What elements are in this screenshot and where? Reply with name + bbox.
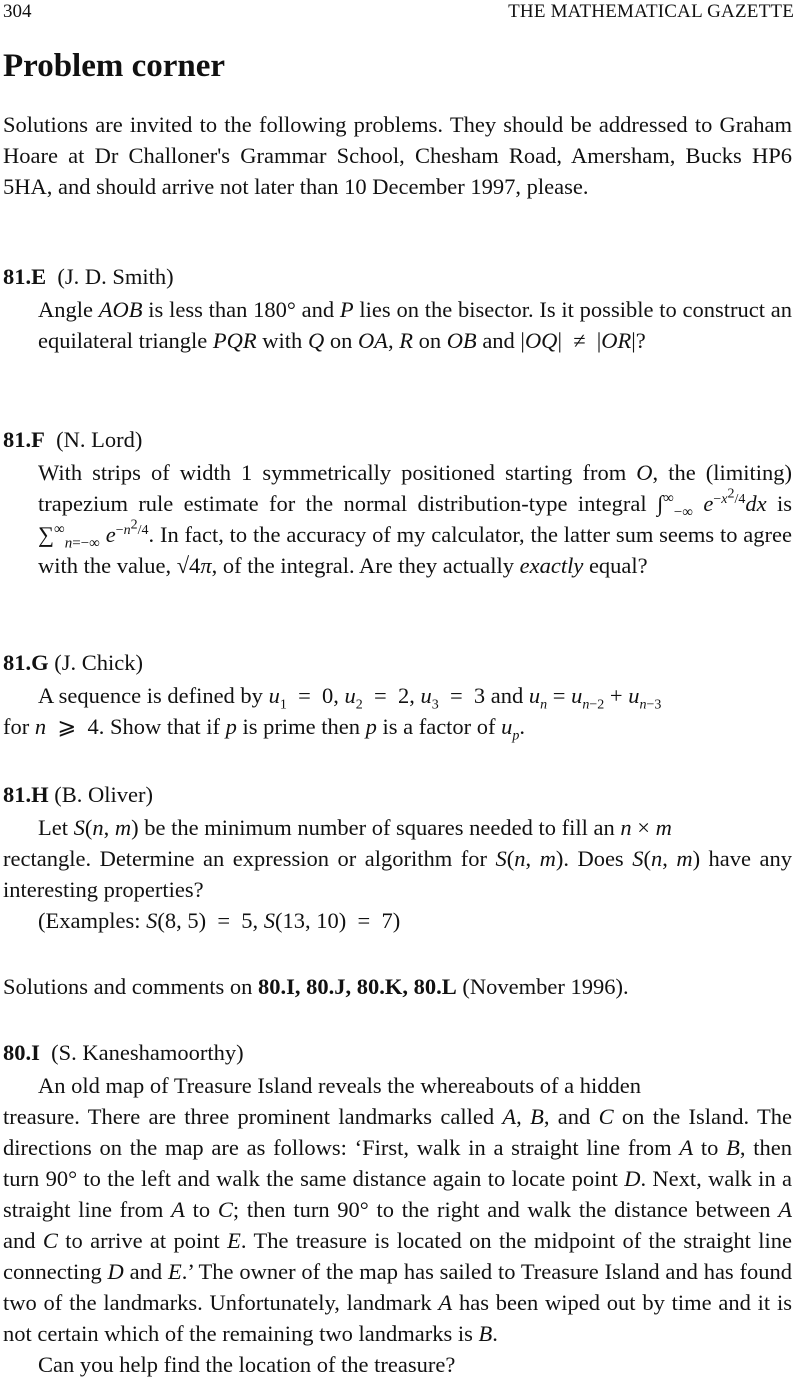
- running-header: [3, 0, 794, 26]
- solution-80i-question: Can you help find the location of the treasure?: [38, 1352, 456, 1377]
- problem-81f-text: With strips of width 1 symmetrically positioned starting from O, the (limiting) trapezium rule estimate for the normal distribution-type integral $\int^\infty_{-\infty}$ $e^{-x^2/4}dx$ is $\sum^\infty_{n=-\infty}$ $e^{-n^2/4}$. In fact, to the accuracy of my calculator, the latter sum seems to agree with the value, √4π, of the integral. Are they actually exactly equal?: [38, 460, 793, 578]
- problem-author: (B. Oliver): [54, 782, 153, 807]
- solutions-intro: [3, 971, 792, 1002]
- problem-81g-text: A sequence is defined by $u_1 = 0$, $u_2 = 2$, $u_3 = 3$ and $u_n = u_{n-2} + u_{n-3}$: [38, 683, 662, 713]
- solution-author: (S. Kaneshamoorthy): [51, 1040, 244, 1065]
- problem-heading-81e: [3, 261, 174, 292]
- journal-title: THE MATHEMATICAL GAZETTE: [508, 1, 794, 22]
- problem-number: 81.E: [3, 264, 47, 289]
- problem-81e-text: Angle AOB is less than 180° and P lies on the bisector. Is it possible to construct an equilateral triangle PQR with Q on OA, R on OB and |OQ| ≠ |OR|?: [38, 297, 792, 353]
- problem-81h-text-2: rectangle. Determine an expression or algorithm for S(n, m). Does S(n, m) have any interesting properties?: [3, 846, 793, 902]
- problem-author: (J. D. Smith): [57, 264, 174, 289]
- problem-81h-examples: (Examples: S(8, 5) = 5, S(13, 10) = 7): [38, 908, 401, 933]
- problem-author: (N. Lord): [56, 427, 143, 452]
- problem-heading-81f: [3, 424, 142, 455]
- solution-number: 80.I: [3, 1040, 40, 1065]
- page-number: 304: [3, 1, 32, 22]
- solutions-intro-prefix: Solutions and comments on: [3, 974, 258, 999]
- intro-paragraph: Solutions are invited to the following problems. They should be addressed to Graham Hoare at Dr Challoner's Grammar School, Chesham Road, Amersham, Bucks HP6 5HA, and should arrive not later than 10 December 1997, please.: [3, 112, 792, 199]
- problem-81h-text: Let S(n, m) be the minimum number of squares needed to fill an n × m: [38, 815, 672, 840]
- solutions-intro-numbers: 80.I, 80.J, 80.K, 80.L: [258, 974, 457, 999]
- problem-81g-text-2: for n ⩾ 4. Show that if p is prime then p is a factor of $u_p$.: [3, 714, 526, 744]
- problem-author: (J. Chick): [54, 650, 144, 675]
- solution-80i-body: treasure. There are three prominent landmarks called A, B, and C on the Island. The directions on the map are as follows: ‘First, walk in a straight line from A to B, then turn 90° to the left and walk the same distance again to locate point D. Next, walk in a straight line from A to C; then turn 90° to the right and walk the distance between A and C to arrive at point E. The treasure is located on the midpoint of the straight line connecting D and E.’ The owner of the map has sailed to Treasure Island and has found two of the landmarks. Unfortunately, landmark A has been wiped out by time and it is not certain which of the remaining two landmarks is B.: [3, 1104, 793, 1346]
- problem-heading-81h: [3, 779, 153, 810]
- problem-heading-81g: [3, 647, 143, 678]
- problem-number: 81.G: [3, 650, 49, 675]
- section-title: Problem corner: [3, 48, 226, 84]
- problem-number: 81.H: [3, 782, 49, 807]
- problem-number: 81.F: [3, 427, 45, 452]
- solution-heading-80i: [3, 1037, 244, 1068]
- solutions-intro-suffix: (November 1996).: [456, 974, 629, 999]
- solution-80i-text: An old map of Treasure Island reveals the whereabouts of a hidden: [38, 1073, 641, 1098]
